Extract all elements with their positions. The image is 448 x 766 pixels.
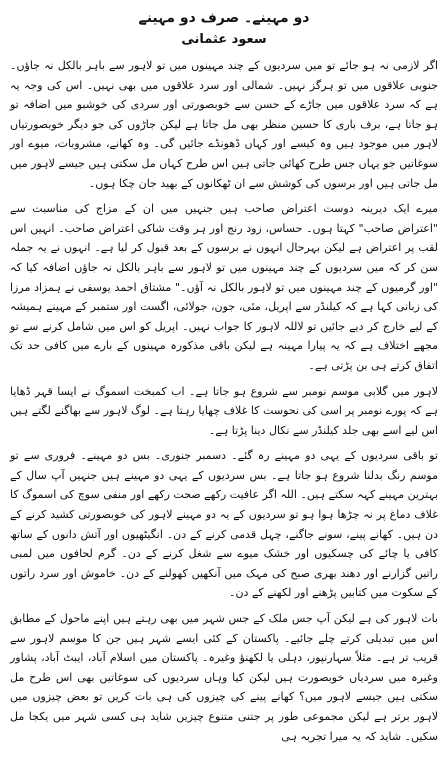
article-paragraph: اگر لازمی نہ ہو جائے تو میں سردیوں کے چند مہینوں میں تو لاہور سے باہر بالکل نہ جاؤں۔ جنوبی علاقوں میں تو ہرگز نہیں۔ شمالی اور سرد علاقوں میں بھی نہیں۔ اس کی وجہ یہ ہے کہ سرد علاقوں میں جاڑے کے حسن سے خوبصورتی اور سردی کی خوشبو میں اضافہ تو ہو جاتا ہے، برف باری کا حسین منظر بھی مل جاتا ہے لیکن جاڑوں کی جو دیگر خوبصورتیاں لاہور میں موجود ہیں وہ کیسے اور کہاں ڈھونڈے جائیں گی۔ وہ کھانے، مشروبات، میوے اور سوغاتیں جو یہاں جس طرح کھائی جاتی ہیں اس طرح کہاں مل سکتی ہیں جیسے لاہور میں مل جاتی ہیں اور برسوں کی کوشش سے ان ٹھکانوں کے بھید جان چکا ہوں۔ bbox=[10, 59, 438, 190]
article-paragraph: لاہور میں گلابی موسم نومبر سے شروع ہو جاتا ہے۔ اب کمبخت اسموگ نے ایسا قہر ڈھایا ہے کہ پورے نومبر پر اسی کی نحوست کا غلاف چھایا رہتا ہے۔ لوگ لاہور سے بھاگنے لگتے ہیں اس لیے اسے بھی جلد کیلنڈر سے نکال دینا پڑتا ہے۔ bbox=[10, 384, 438, 437]
article-title: دو مہینے۔ صرف دو مہینے bbox=[138, 10, 310, 26]
article-paragraph: بات لاہور کی ہے لیکن آپ جس ملک کے جس شہر میں بھی رہتے ہیں اپنے ماحول کے مطابق اس میں تبدیلی کرتے چلے جائیے۔ پاکستان کے کئی ایسے شہر ہیں جن کا موسم لاہور سے قریب تر ہے۔ مثلاً سہارنپور، دہلی یا لکھنؤ وغیرہ۔ پاکستان میں اسلام آباد، ایبٹ آباد، پشاور وغیرہ میں سردیاں خوبصورت ہیں لیکن کیا وہاں سردیوں کی سوغاتیں بھی اس طرح مل سکتی ہیں جیسے لاہور میں؟ کھانے پینے کی چیزوں کی ہی بات کریں تو بعض چیزوں میں لاہور برتر ہے لیکن مجموعی طور پر جتنی متنوع چیزیں شاید ہی کسی شہر میں یکجا مل سکیں۔ شاید کہ یہ میرا تجربہ ہی bbox=[10, 612, 438, 743]
article-paragraph: میرے ایک دیرینہ دوست اعتراض صاحب ہیں جنہیں میں ان کے مزاج کی مناسبت سے "اعتراض صاحب" کہتا ہوں۔ حساس، زود رنج اور ہر وقت شاکی اعتراض صاحب۔ انہیں اس لقب پر اعتراض ہے لیکن بہرحال انہوں نے برسوں کے بعد قبول کر لیا ہے۔ انہوں نے یہ جملہ سن کر کہ میں سردیوں کے چند مہینوں میں تو لاہور سے باہر بالکل نہ جاؤں اضافہ کیا کہ "اور گرمیوں کے چند مہینوں میں تو لاہور بالکل نہ آؤں۔" مشتاق احمد یوسفی نے ہمزاد مرزا کی زبانی کہا ہے کہ کیلنڈر سے اپریل، مئی، جون، جولائی، اگست اور ستمبر کے مہینے ہمیشہ کے لیے خارج کر دیے جائیں تو لاللہ لاہور کا جواب نہیں۔ اپریل کو اس میں شامل کرنے سے تو مجھے اختلاف ہے کہ یہ پیارا مہینہ ہے لیکن باقی مذکورہ مہینوں کے بارے میں کافی حد تک اتفاق کرتے ہی بن پڑتی ہے۔ bbox=[10, 202, 438, 372]
article-author: سعود عثمانی bbox=[181, 32, 267, 47]
article-paragraph: تو باقی سردیوں کے یہی دو مہینے رہ گئے۔ دسمبر جنوری۔ بس دو مہینے۔ فروری سے تو موسم رنگ بدلنا شروع ہو جاتا ہے۔ بس سردیوں کے یہی دو مہینے ہیں جنہیں آپ سال کے بہترین مہینے کہہ سکتے ہیں۔ اللہ اگر عافیت رکھے صحت رکھے اور منفی سوچ کی اسموگ کا غلاف دماغ پر نہ چڑھا ہوا ہو تو سردیوں کے یہ دو مہینے لاہور کی خوبصورتی کشید کرنے کے دن ہیں۔ کھانے پینے، سونے جاگنے، چہل قدمی کرنے کے دن۔ انگیٹھیوں اور آتش دانوں کے ساتھ کافی یا چائے کی چسکیوں اور خشک میوے سے شغل کرنے کے دن۔ گرم لحافوں میں لمبی راتیں گزارنے اور دھند بھری صبح کی مہک میں آنکھیں کھولنے کے دن۔ خاموش اور سرد راتوں کے سکوت میں کتابیں پڑھنے اور لکھنے کے دن۔ bbox=[10, 449, 438, 600]
